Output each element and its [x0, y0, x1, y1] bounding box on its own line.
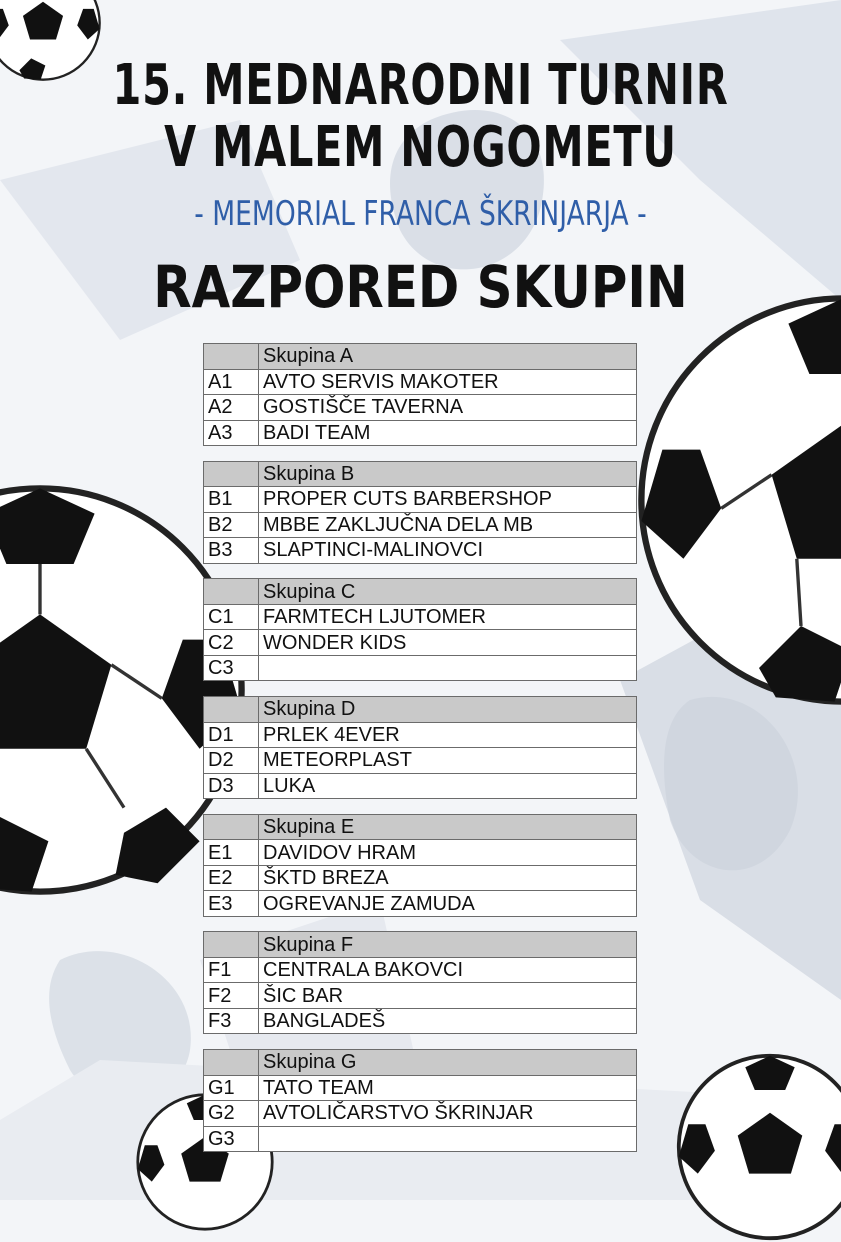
table-row	[204, 957, 637, 983]
group-table	[203, 343, 637, 446]
group-header-code	[204, 814, 259, 840]
team-code: A1	[204, 369, 259, 395]
poster-title-line-1: 15. MEDNARODNI TURNIR	[112, 53, 729, 118]
table-row	[204, 891, 637, 917]
group-name: Skupina F	[259, 932, 637, 958]
team-name: DAVIDOV HRAM	[259, 840, 637, 866]
team-name: WONDER KIDS	[259, 630, 637, 656]
team-code: G1	[204, 1075, 259, 1101]
group-header-row	[204, 932, 637, 958]
group-header-row	[204, 814, 637, 840]
team-code: F1	[204, 957, 259, 983]
group-table	[203, 578, 637, 681]
team-code: C2	[204, 630, 259, 656]
table-row	[204, 1101, 637, 1127]
table-row	[204, 630, 637, 656]
team-name: ŠKTD BREZA	[259, 865, 637, 891]
soccer-ball-icon	[675, 1052, 841, 1242]
group-name: Skupina E	[259, 814, 637, 840]
table-row	[204, 487, 637, 513]
table-row	[204, 604, 637, 630]
team-code: A2	[204, 395, 259, 421]
team-code: B1	[204, 487, 259, 513]
group-header-code	[204, 697, 259, 723]
team-name: OGREVANJE ZAMUDA	[259, 891, 637, 917]
table-row	[204, 1126, 637, 1152]
team-code: F3	[204, 1008, 259, 1034]
group-e	[203, 814, 637, 917]
team-name: CENTRALA BAKOVCI	[259, 957, 637, 983]
group-header-code	[204, 461, 259, 487]
team-code: E3	[204, 891, 259, 917]
group-header-row	[204, 697, 637, 723]
team-code: B2	[204, 512, 259, 538]
group-table	[203, 814, 637, 917]
group-header-row	[204, 344, 637, 370]
group-table	[203, 1049, 637, 1152]
group-d	[203, 696, 637, 799]
table-row	[204, 1075, 637, 1101]
team-name: METEORPLAST	[259, 748, 637, 774]
team-code: D1	[204, 722, 259, 748]
group-table	[203, 461, 637, 564]
group-header-code	[204, 1050, 259, 1076]
group-name: Skupina C	[259, 579, 637, 605]
group-table	[203, 931, 637, 1034]
table-row	[204, 983, 637, 1009]
team-name: PRLEK 4EVER	[259, 722, 637, 748]
team-name: SLAPTINCI-MALINOVCI	[259, 538, 637, 564]
team-name	[259, 1126, 637, 1152]
team-name: BANGLADEŠ	[259, 1008, 637, 1034]
team-name: LUKA	[259, 773, 637, 799]
team-name: GOSTIŠČE TAVERNA	[259, 395, 637, 421]
team-name: TATO TEAM	[259, 1075, 637, 1101]
team-code: C3	[204, 655, 259, 681]
team-code: C1	[204, 604, 259, 630]
group-c	[203, 578, 637, 681]
group-name: Skupina A	[259, 344, 637, 370]
group-header-code	[204, 932, 259, 958]
soccer-ball-icon	[0, 0, 102, 82]
team-name: BADI TEAM	[259, 420, 637, 446]
team-name: FARMTECH LJUTOMER	[259, 604, 637, 630]
group-name: Skupina D	[259, 697, 637, 723]
table-row	[204, 538, 637, 564]
table-row	[204, 655, 637, 681]
table-row	[204, 773, 637, 799]
team-code: E1	[204, 840, 259, 866]
team-code: G2	[204, 1101, 259, 1127]
group-header-row	[204, 1050, 637, 1076]
team-name: MBBE ZAKLJUČNA DELA MB	[259, 512, 637, 538]
group-b	[203, 461, 637, 564]
group-name: Skupina B	[259, 461, 637, 487]
team-name: ŠIC BAR	[259, 983, 637, 1009]
poster-subtitle: - MEMORIAL FRANCA ŠKRINJARJA -	[194, 194, 647, 234]
group-f	[203, 931, 637, 1034]
team-code: B3	[204, 538, 259, 564]
group-header-row	[204, 579, 637, 605]
team-code: D3	[204, 773, 259, 799]
group-header-code	[204, 344, 259, 370]
table-row	[204, 748, 637, 774]
group-header-code	[204, 579, 259, 605]
poster-title-line-2: V MALEM NOGOMETU	[164, 115, 677, 180]
team-name	[259, 655, 637, 681]
group-header-row	[204, 461, 637, 487]
group-table	[203, 696, 637, 799]
table-row	[204, 369, 637, 395]
table-row	[204, 722, 637, 748]
team-code: A3	[204, 420, 259, 446]
team-code: F2	[204, 983, 259, 1009]
team-name: AVTO SERVIS MAKOTER	[259, 369, 637, 395]
soccer-ball-icon	[633, 290, 841, 710]
table-row	[204, 1008, 637, 1034]
team-code: D2	[204, 748, 259, 774]
section-heading: RAZPORED SKUPIN	[153, 253, 688, 321]
table-row	[204, 395, 637, 421]
team-code: E2	[204, 865, 259, 891]
table-row	[204, 865, 637, 891]
team-name: PROPER CUTS BARBERSHOP	[259, 487, 637, 513]
group-a	[203, 343, 637, 446]
team-name: AVTOLIČARSTVO ŠKRINJAR	[259, 1101, 637, 1127]
team-code: G3	[204, 1126, 259, 1152]
group-g	[203, 1049, 637, 1152]
table-row	[204, 420, 637, 446]
group-name: Skupina G	[259, 1050, 637, 1076]
table-row	[204, 512, 637, 538]
groups-list	[203, 343, 637, 1167]
table-row	[204, 840, 637, 866]
